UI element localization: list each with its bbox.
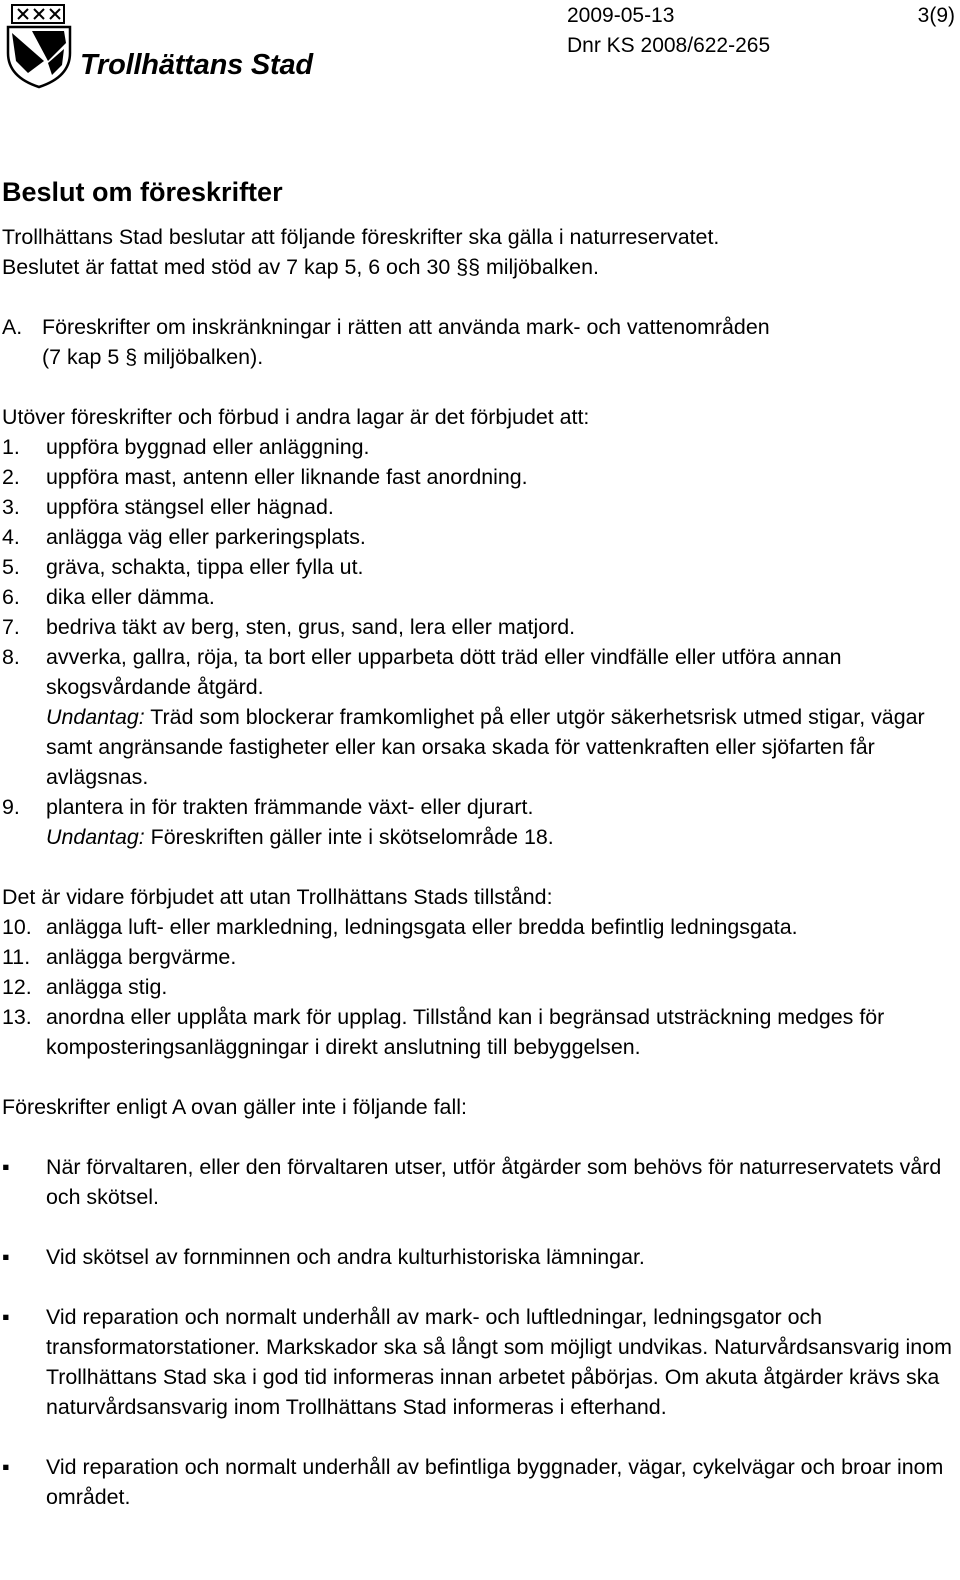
permit-intro: Det är vidare förbjudet att utan Trollhättans Stads tillstånd: (2, 885, 553, 909)
bullet-icon: ▪ (2, 1155, 10, 1179)
list-item: 1. uppföra byggnad eller anläggning. (2, 435, 370, 459)
list-item: 2. uppföra mast, antenn eller liknande fast anordning. (2, 465, 528, 489)
intro-line-2: Beslutet är fattat med stöd av 7 kap 5, 6 och 30 §§ miljöbalken. (2, 255, 599, 279)
bullet-icon: ▪ (2, 1245, 10, 1269)
list-item: 12. anlägga stig. (2, 975, 168, 999)
exception-item-8: Undantag: Träd som blockerar framkomlighet på eller utgör säkerhetsrisk utmed stigar, vägar samt angränsande fastigheter eller kan orsaka skada för vattenkraften eller sjöfarten får avlägsnas. (46, 705, 925, 789)
bullet-item: ▪ När förvaltaren, eller den förvaltaren utser, utför åtgärder som behövs för naturreservatets vård och skötsel. (2, 1152, 952, 1212)
logo-wordmark: Trollhättans Stad (80, 49, 313, 81)
section-a-line-2: (7 kap 5 § miljöbalken). (42, 345, 264, 369)
list-item: 10. anlägga luft- eller markledning, ledningsgata eller bredda befintlig ledningsgata. (2, 915, 798, 939)
bullet-item: ▪ Vid reparation och normalt underhåll av befintliga byggnader, vägar, cykelvägar och broar inom området. (2, 1452, 952, 1512)
bullet-icon: ▪ (2, 1455, 10, 1479)
list-item: 9. plantera in för trakten främmande växt- eller djurart. (2, 795, 534, 819)
exemptions-intro: Föreskrifter enligt A ovan gäller inte i följande fall: (2, 1095, 467, 1119)
section-a-line-1: Föreskrifter om inskränkningar i rätten att använda mark- och vattenområden (42, 315, 770, 339)
list-item: 8. avverka, gallra, röja, ta bort eller upparbeta dött träd eller vindfälle eller utföra annan skogsvårdande åtgärd. (2, 645, 842, 699)
document-body (2, 174, 952, 1512)
list-item: 6. dika eller dämma. (2, 585, 215, 609)
page-number: 3(9) (917, 4, 955, 27)
list-item: 7. bedriva täkt av berg, sten, grus, sand, lera eller matjord. (2, 615, 576, 639)
municipality-logo (4, 3, 334, 91)
intro-line-1: Trollhättans Stad beslutar att följande föreskrifter ska gälla i naturreservatet. (2, 225, 720, 249)
section-a-heading (2, 312, 952, 342)
bullet-item: ▪ Vid reparation och normalt underhåll av mark- och luftledningar, ledningsgator och transformatorstationer. Markskador ska så långt som möjligt undvikas. Naturvårdsansvarig inom Trollhättans Stad ska i god tid informeras innan arbetet påbörjas. Om akuta åtgärder krävs ska naturvårdsansvarig inom Trollhättans Stad informeras i efterhand. (2, 1302, 952, 1422)
exception-label: Undantag: (46, 825, 145, 849)
page-title: Beslut om föreskrifter (2, 177, 283, 207)
bullet-icon: ▪ (2, 1305, 10, 1329)
list-item: 4. anlägga väg eller parkeringsplats. (2, 525, 366, 549)
document-date: 2009-05-13 (567, 4, 675, 27)
list-item: 3. uppföra stängsel eller hägnad. (2, 495, 334, 519)
coat-of-arms-icon (4, 3, 74, 89)
diary-number: Dnr KS 2008/622-265 (567, 34, 771, 57)
list-item: 13. anordna eller upplåta mark för upplag. Tillstånd kan i begränsad utsträckning medges för komposteringsanläggningar i direkt anslutning till bebyggelsen. (2, 1005, 885, 1059)
exception-label: Undantag: (46, 705, 145, 729)
exception-item-9: Undantag: Föreskriften gäller inte i skötselområde 18. (46, 825, 554, 849)
bullet-item: ▪ Vid skötsel av fornminnen och andra kulturhistoriska lämningar. (2, 1242, 952, 1272)
section-a-label: A. (2, 315, 23, 339)
list-item: 5. gräva, schakta, tippa eller fylla ut. (2, 555, 364, 579)
prohibited-intro: Utöver föreskrifter och förbud i andra lagar är det förbjudet att: (2, 405, 590, 429)
list-item: 11. anlägga bergvärme. (2, 945, 237, 969)
